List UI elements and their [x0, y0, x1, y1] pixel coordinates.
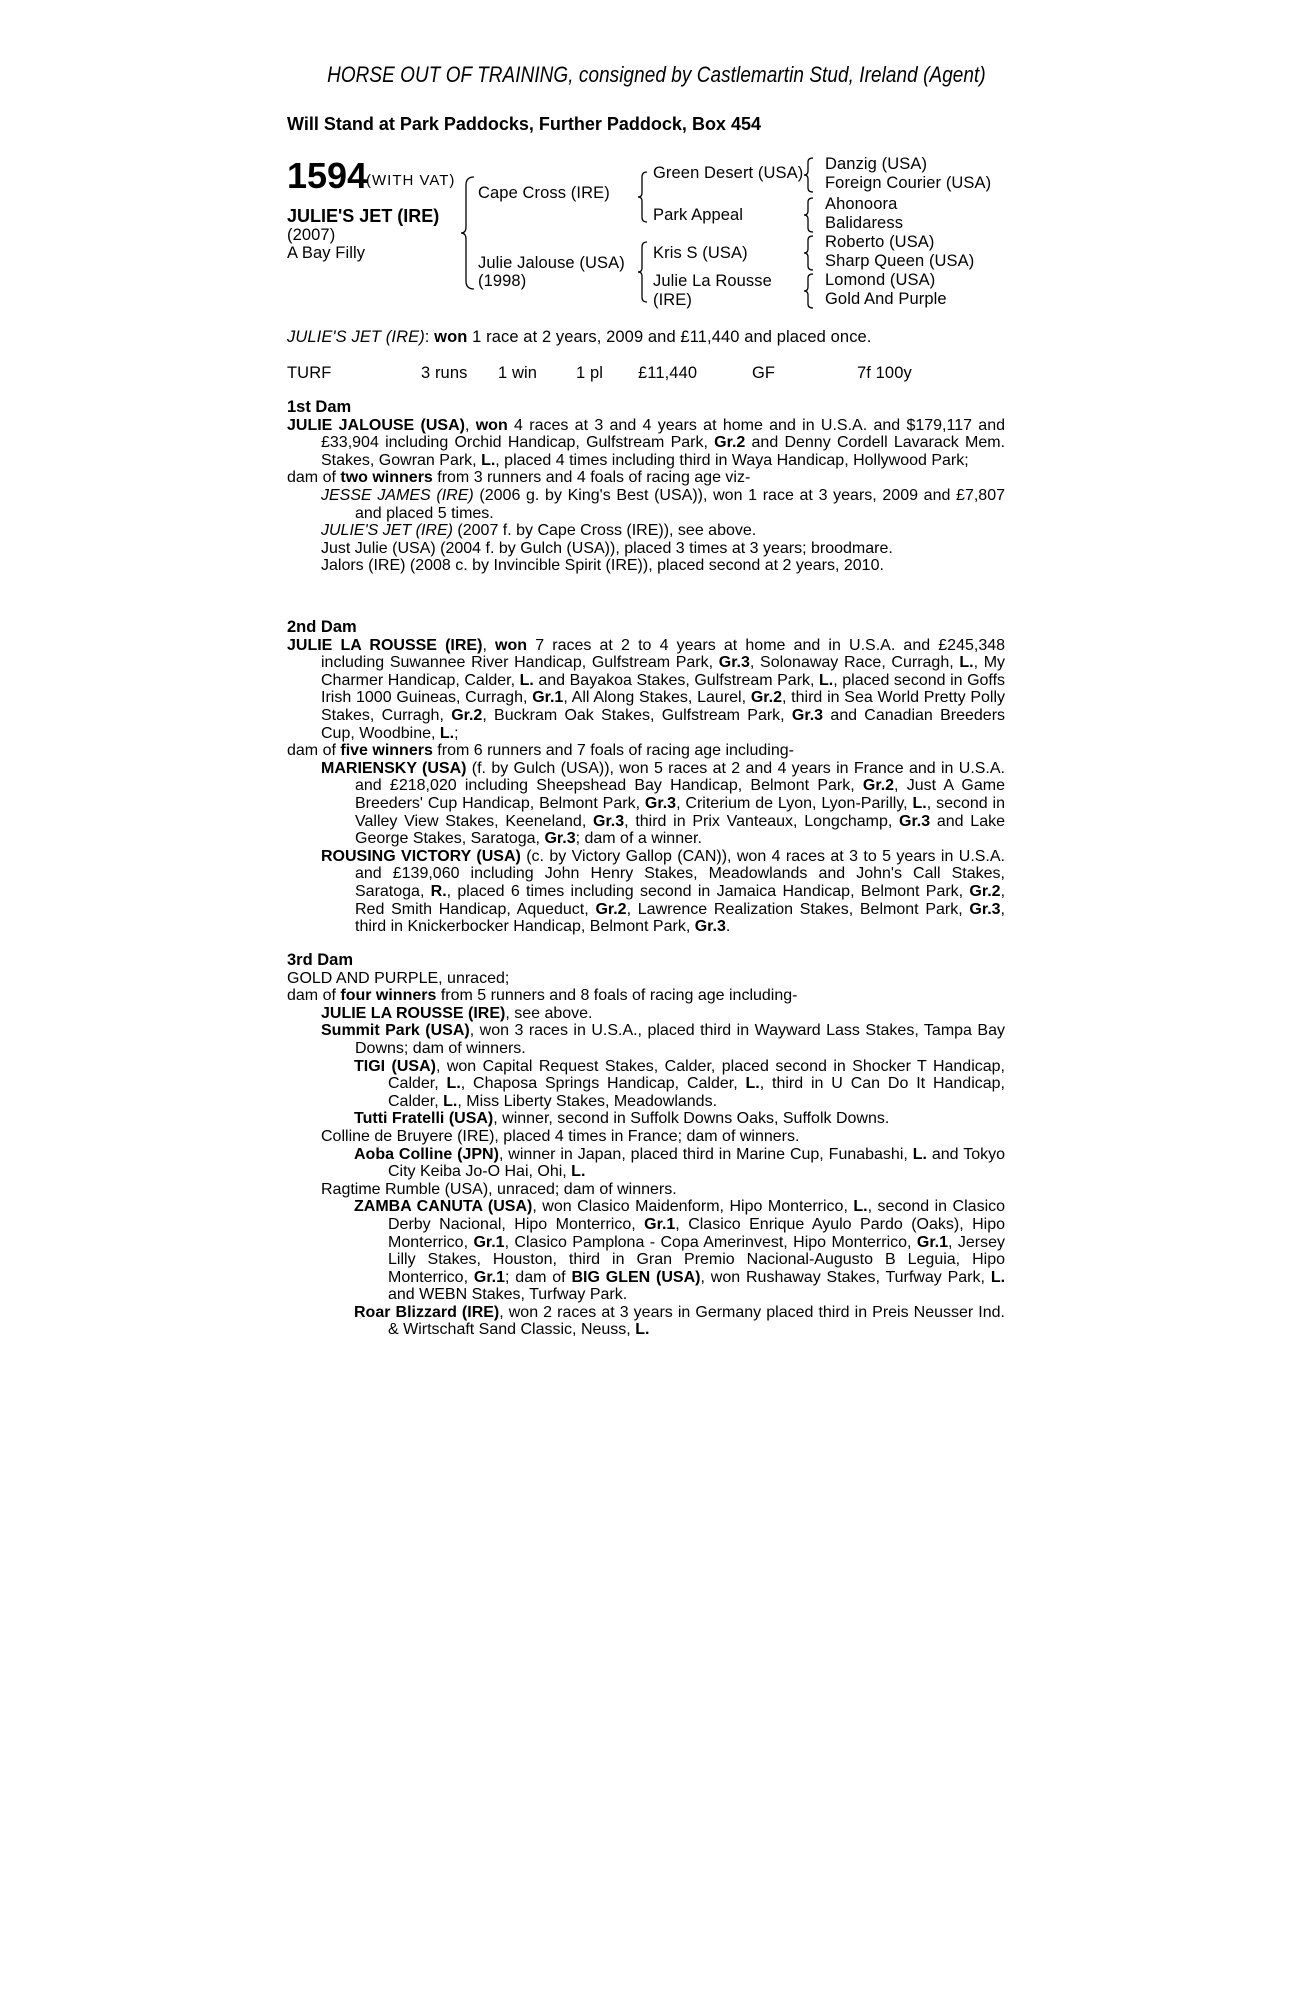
produce-text: , third in Knickerbocker Handicap, Belmont Park, [355, 900, 1005, 936]
produce-name: ROUSING VICTORY (USA) [321, 847, 521, 865]
lot-number: 1594 [287, 155, 368, 196]
produce-text: and Tokyo City Keiba Jo-O Hai, Ohi, [388, 1145, 1005, 1181]
pedigree-dam-year: (1998) [478, 272, 527, 290]
grade-label: Gr.3 [593, 812, 625, 830]
pedigree-brace-g1 [803, 156, 815, 194]
produce-entry [321, 1022, 1005, 1057]
third-dam-line: GOLD AND PURPLE, unraced; [287, 969, 510, 987]
produce-text: ; dam of [505, 1268, 572, 1286]
grade-label: R. [430, 882, 447, 900]
produce-name: Tutti Fratelli (USA) [354, 1110, 494, 1128]
produce-text: , Jersey Lilly Stakes, Houston, third in Gran Premio Nacional-Augusto B Leguia, Hipo Monterrico, [388, 1233, 1006, 1286]
summary-won: won [434, 328, 468, 346]
produce-entry [354, 1058, 1005, 1111]
pedigree-brace-g4 [803, 272, 815, 310]
record-wins: 1 win [498, 364, 538, 382]
pedigree-dam-sire: Kris S (USA) [653, 244, 748, 262]
grade-label: Gr.3 [899, 812, 931, 830]
winners-count: two winners [340, 469, 433, 487]
second-dam-name: JULIE LA ROUSSE (IRE) [287, 636, 483, 654]
record-runs: 3 runs [421, 364, 468, 382]
grade-label: Gr.1 [532, 689, 564, 707]
grade-label: Gr.3 [718, 654, 750, 672]
produce-text: , won Capital Request Stakes, Calder, placed second in Shocker T Handicap, Calder, [388, 1057, 1005, 1093]
produce-entry: Colline de Bruyere (IRE), placed 4 times in France; dam of winners. [321, 1127, 800, 1145]
produce-name: JULIE LA ROUSSE (IRE) [321, 1004, 506, 1022]
record-text: , placed second in Goffs Irish 1000 Guineas, Curragh, [321, 671, 1006, 707]
foaling-year: (2007) [287, 226, 336, 244]
produce-entry [354, 1304, 1005, 1339]
produce-text: (f. by Gulch (USA)), won 5 races at 2 and 4 years in France and in U.S.A. and £218,020 including Sheepshead Bay Handicap, Belmont Park, [355, 759, 1005, 795]
pedigree-dam-dam-country: (IRE) [653, 291, 692, 309]
summary-horse-name: JULIE'S JET (IRE) [287, 328, 425, 346]
produce-name: Aoba Colline (JPN) [354, 1145, 499, 1163]
grade-label: L. [990, 1268, 1006, 1286]
produce-text: , Clasico Enrique Ayulo Pardo (Oaks), Hipo Monterrico, [388, 1215, 1006, 1251]
first-dam-record [287, 417, 1005, 470]
grade-label: Gr.2 [862, 777, 895, 795]
produce-text: , won 3 races in U.S.A., placed third in Wayward Lass Stakes, Tampa Bay Downs; dam of winners. [355, 1022, 1005, 1057]
first-dam-name: JULIE JALOUSE (USA) [287, 416, 465, 434]
third-dam-produce-intro [287, 987, 1005, 1005]
pedigree-g3: Ahonoora [825, 195, 898, 213]
first-dam-section [287, 399, 1005, 575]
grade-label: L. [635, 1321, 650, 1339]
record-text: , My Charmer Handicap, Calder, [321, 654, 1006, 689]
third-dam-section [287, 952, 1005, 1339]
record-going: GF [752, 364, 776, 382]
second-dam-section [287, 619, 1005, 936]
produce-text: , Chaposa Springs Handicap, Calder, [460, 1075, 746, 1093]
produce-entry: Ragtime Rumble (USA), unraced; dam of winners. [321, 1180, 677, 1198]
grade-label: Gr.2 [750, 689, 782, 707]
produce-entry: Jalors (IRE) (2008 c. by Invincible Spirit (IRE)), placed second at 2 years, 2010. [321, 557, 884, 575]
produce-entry: Just Julie (USA) (2004 f. by Gulch (USA)), placed 3 times at 3 years; broodmare. [321, 539, 893, 557]
grade-label: Gr.3 [694, 918, 726, 936]
text: from 3 runners and 4 foals of racing age viz- [432, 469, 751, 487]
grade-label: L. [745, 1075, 760, 1093]
race-summary: JULIE'S JET (IRE): won 1 race at 2 years, 2009 and £11,440 and placed once. [287, 328, 872, 346]
pedigree-brace-sire [637, 170, 649, 224]
won-label: won [495, 636, 528, 654]
record-text: , Buckram Oak Stakes, Gulfstream Park, [482, 706, 792, 724]
record-text: , placed 4 times including third in Waya Handicap, Hollywood Park; [495, 451, 969, 469]
grade-label: L. [446, 1075, 461, 1093]
grade-label: Gr.1 [473, 1233, 505, 1251]
text: from 5 runners and 8 foals of racing age including- [436, 987, 798, 1005]
produce-text: , won Clasico Maidenform, Hipo Monterrico, [532, 1198, 854, 1216]
grade-label: L. [481, 451, 496, 469]
produce-text: and WEBN Stakes, Turfway Park. [388, 1286, 628, 1304]
produce-name: TIGI (USA) [354, 1057, 436, 1075]
produce-text: , won Rushaway Stakes, Turfway Park, [700, 1268, 991, 1286]
pedigree-brace-g3 [803, 234, 815, 272]
produce-entry [354, 1198, 1005, 1304]
pedigree-dam: Julie Jalouse (USA) [478, 254, 625, 272]
pedigree-sire-dam: Park Appeal [653, 206, 744, 224]
record-text: and Denny Cordell Lavarack Mem. Stakes, Gowran Park, [321, 434, 1006, 469]
grade-label: Gr.3 [644, 794, 677, 812]
grade-label: L. [959, 654, 974, 672]
produce-text: , Lawrence Realization Stakes, Belmont Park, [626, 900, 970, 918]
produce-text: , Just A Game Breeders' Cup Handicap, Belmont Park, [355, 777, 1005, 812]
produce-name: BIG GLEN (USA) [571, 1268, 701, 1286]
produce-text: , placed 6 times including second in Jamaica Handicap, Belmont Park, [446, 882, 970, 900]
grade-label: Gr.1 [916, 1233, 949, 1251]
text-sep: , [464, 416, 476, 434]
produce-name: Summit Park (USA) [321, 1022, 470, 1040]
grade-label: Gr.1 [644, 1215, 676, 1233]
grade-label: L. [519, 671, 534, 689]
produce-text: , see above. [505, 1004, 593, 1022]
record-text: , Solonaway Race, Curragh, [749, 654, 960, 672]
text: dam of [287, 742, 341, 760]
produce-entry [354, 1110, 1005, 1128]
won-label: won [475, 416, 508, 434]
pedigree-dam-dam: Julie La Rousse [653, 272, 772, 290]
pedigree-sire-sire: Green Desert (USA) [653, 164, 804, 182]
produce-text: ; dam of a winner. [575, 830, 702, 848]
grade-label: Gr.2 [714, 434, 746, 452]
record-distance: 7f 100y [857, 364, 912, 382]
produce-text: , third in U Can Do It Handicap, Calder, [388, 1075, 1006, 1110]
pedigree-brace-dam [637, 240, 649, 304]
produce-name: Roar Blizzard (IRE) [354, 1303, 500, 1321]
produce-text: (2007 f. by Cape Cross (IRE)), see above. [452, 522, 757, 540]
record-text: 7 races at 2 to 4 years at home and in U.S.A. and £245,348 including Suwannee River Handicap, Gulfstream Park, [321, 636, 1006, 672]
pedigree-g1: Danzig (USA) [825, 155, 928, 173]
record-text: ; [454, 724, 459, 742]
produce-entry [321, 760, 1005, 848]
record-text: , third in Sea World Pretty Polly Stakes, Curragh, [321, 689, 1006, 724]
consignor-header: HORSE OUT OF TRAINING, consigned by Castlemartin Stud, Ireland (Agent) [327, 62, 986, 87]
produce-entry [321, 522, 1005, 540]
produce-text: , Criterium de Lyon, Lyon-Parilly, [676, 794, 913, 812]
winners-count: four winners [340, 987, 437, 1005]
text-sep: , [482, 636, 496, 654]
produce-text: , winner in Japan, placed third in Marine Cup, Funabashi, [498, 1145, 913, 1163]
winners-count: five winners [340, 742, 433, 760]
grade-label: Gr.2 [595, 900, 627, 918]
pedigree-g4: Balidaress [825, 214, 904, 232]
second-dam-title: 2nd Dam [287, 618, 357, 636]
first-dam-title: 1st Dam [287, 398, 352, 416]
pedigree-g5: Roberto (USA) [825, 233, 935, 251]
pedigree-g6: Sharp Queen (USA) [825, 252, 975, 270]
produce-text: , second in Clasico Derby Nacional, Hipo Monterrico, [388, 1198, 1006, 1233]
grade-label: Gr.3 [791, 706, 824, 724]
vat-note: (WITH VAT) [366, 172, 456, 189]
produce-text: , won 2 races at 3 years in Germany placed third in Preis Neusser Ind. & Wirtschaft Sand Classic, Neuss, [388, 1303, 1005, 1339]
record-text: , All Along Stakes, Laurel, [563, 689, 751, 707]
pedigree-g8: Gold And Purple [825, 290, 947, 308]
grade-label: L. [853, 1198, 868, 1216]
grade-label: L. [912, 1145, 927, 1163]
summary-text: 1 race at 2 years, 2009 and £11,440 and placed once. [467, 328, 872, 346]
produce-entry [321, 487, 1005, 522]
record-text: and Bayakoa Stakes, Gulfstream Park, [533, 671, 820, 689]
produce-name: ZAMBA CANUTA (USA) [354, 1198, 533, 1216]
first-dam-produce-intro [287, 469, 1005, 487]
produce-name: JULIE'S JET (IRE) [321, 522, 453, 540]
produce-text: , third in Prix Vanteaux, Longchamp, [624, 812, 900, 830]
produce-text: , Miss Liberty Stakes, Meadowlands. [457, 1092, 718, 1110]
stand-location: Will Stand at Park Paddocks, Further Paddock, Box 454 [287, 114, 761, 134]
horse-name: JULIE'S JET (IRE) [287, 206, 440, 226]
produce-text: , winner, second in Suffolk Downs Oaks, Suffolk Downs. [493, 1110, 890, 1128]
grade-label: L. [912, 794, 927, 812]
produce-text: and Lake George Stakes, Saratoga, [355, 812, 1005, 848]
produce-text: (c. by Victory Gallop (CAN)), won 4 races at 3 to 5 years in U.S.A. and £139,060 including John Henry Stakes, Meadowlands and John's Call Stakes, Saratoga, [355, 847, 1005, 900]
produce-text: , Red Smith Handicap, Aqueduct, [355, 882, 1006, 918]
pedigree-g7: Lomond (USA) [825, 271, 936, 289]
produce-text: , Clasico Pamplona - Copa Amerinvest, Hipo Monterrico, [504, 1233, 917, 1251]
produce-name: JESSE JAMES (IRE) [321, 486, 474, 504]
record-text: and Canadian Breeders Cup, Woodbine, [321, 706, 1006, 742]
grade-label: L. [443, 1092, 458, 1110]
grade-label: Gr.1 [473, 1268, 506, 1286]
horse-description: A Bay Filly [287, 244, 366, 262]
record-surface: TURF [287, 364, 332, 382]
pedigree-brace-main [460, 175, 476, 291]
produce-entry [354, 1146, 1005, 1181]
produce-name: MARIENSKY (USA) [321, 759, 467, 777]
record-text: 4 races at 3 and 4 years at home and in U.S.A. and $179,117 and £33,904 including Orchid Handicap, Gulfstream Park, [321, 416, 1006, 452]
second-dam-record [287, 637, 1005, 743]
grade-label: Gr.2 [451, 706, 483, 724]
grade-label: L. [819, 671, 834, 689]
grade-label: Gr.3 [544, 830, 576, 848]
text: from 6 runners and 7 foals of racing age including- [432, 742, 794, 760]
record-placed: 1 pl [576, 364, 604, 382]
second-dam-produce-intro [287, 742, 1005, 760]
pedigree-g2: Foreign Courier (USA) [825, 174, 992, 192]
text: dam of [287, 987, 341, 1005]
pedigree-brace-g2 [803, 196, 815, 234]
text: dam of [287, 469, 341, 487]
third-dam-title: 3rd Dam [287, 951, 354, 969]
grade-label: Gr.2 [969, 882, 1001, 900]
produce-text: , second in Valley View Stakes, Keeneland, [355, 794, 1006, 830]
pedigree-sire: Cape Cross (IRE) [478, 184, 610, 202]
produce-text: (2006 g. by King's Best (USA)), won 1 race at 3 years, 2009 and £7,807 and placed 5 times. [355, 486, 1005, 522]
produce-entry [321, 848, 1005, 936]
grade-label: L. [571, 1163, 586, 1181]
record-earnings: £11,440 [638, 364, 698, 382]
grade-label: Gr.3 [969, 900, 1001, 918]
produce-entry [321, 1005, 1005, 1023]
produce-text: . [725, 918, 731, 936]
grade-label: L. [439, 724, 455, 742]
